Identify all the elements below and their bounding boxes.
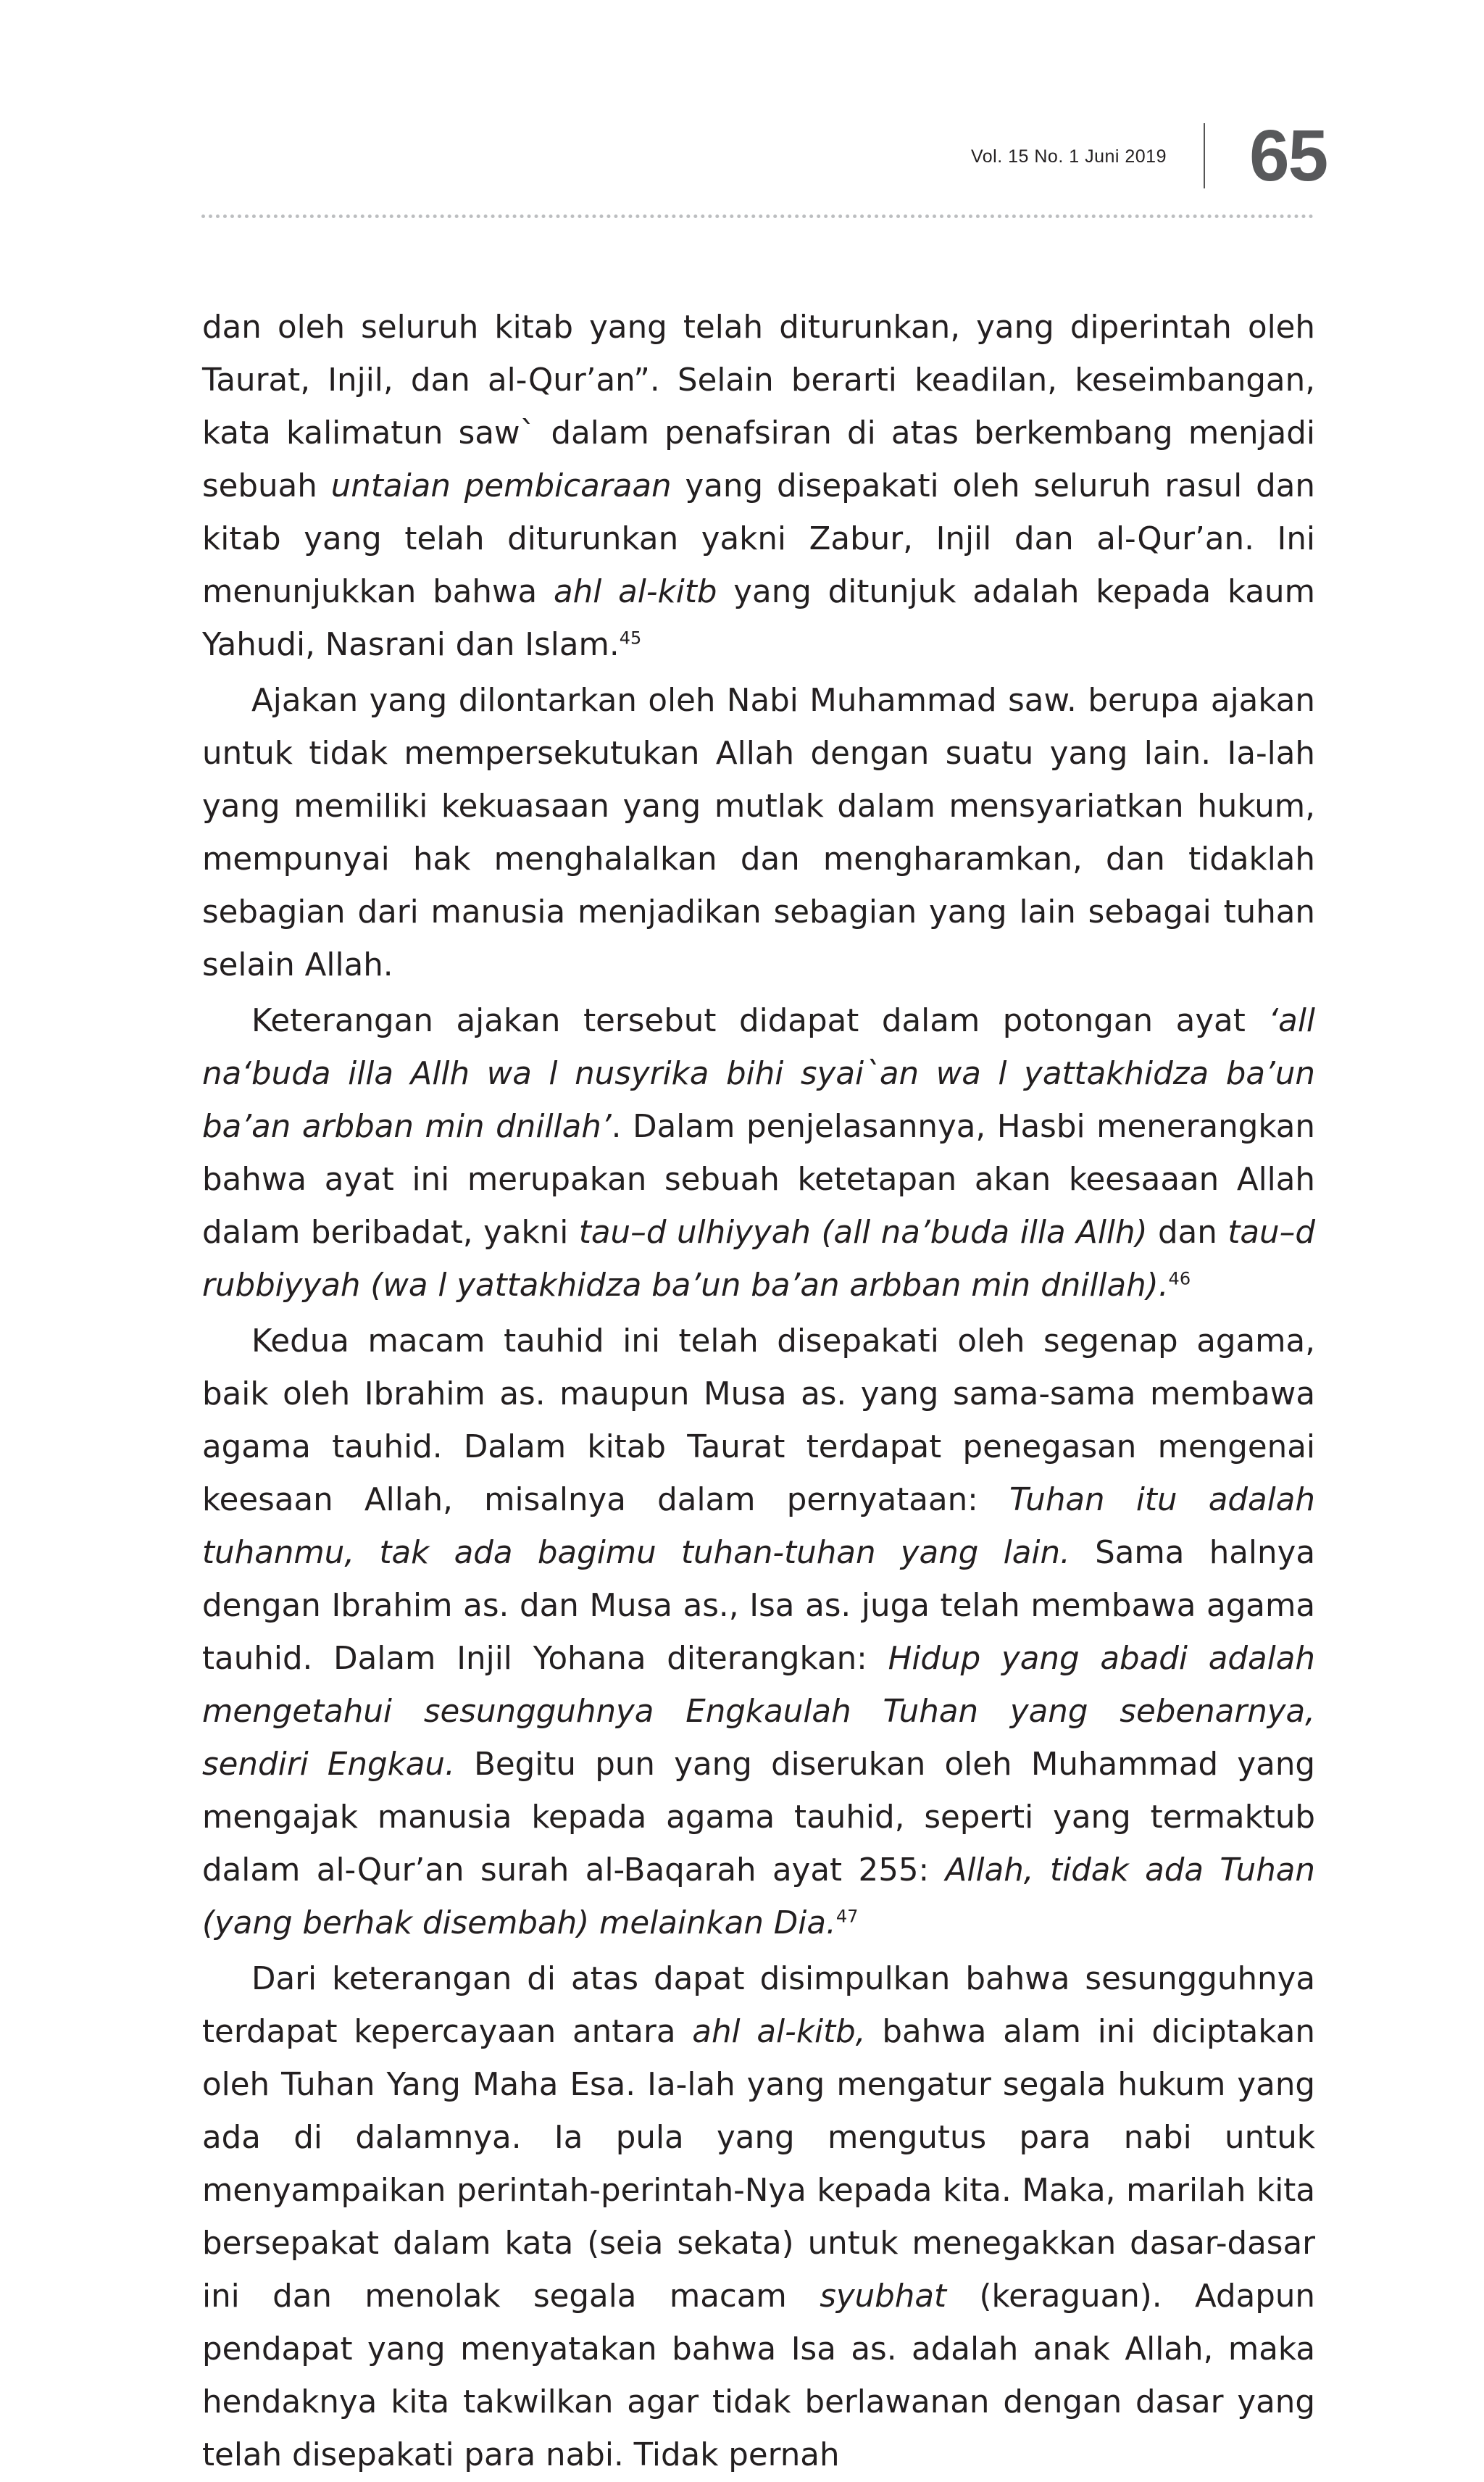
footnote-ref: 46	[1168, 1268, 1191, 1289]
italic-text: tau–d ulhiyyah (all na’buda illa Allh)	[578, 1215, 1148, 1251]
footnote-ref: 45	[619, 628, 642, 649]
text-run: Kedua macam tauhid ini telah disepakati oleh segenap agama, baik oleh Ibrahim as. maupun Musa as. yang sama-sama membawa agama tauhid. Dalam kitab Taurat terdapat penegasan mengenai keesaan Allah, misalnya dalam pernyataan:	[202, 1323, 1315, 1518]
text-run: dan oleh seluruh kitab yang telah diturunkan, yang diperintah oleh Taurat, Injil, dan al-Qur’an”. Selain berarti keadilan, keseimbangan, kata kalimatun saw` dalam penafsiran di atas berkembang menjadi sebuah	[202, 309, 1315, 504]
dotted-rule	[201, 215, 1314, 218]
header-divider	[1204, 123, 1205, 188]
body-text	[202, 301, 1315, 2482]
italic-text: ‘all na‘buda illa Allh wa l nusyrika bihi syai`an wa l yattakhidza ba’un ba’an arbban min dnillah’	[202, 1003, 1315, 1145]
text-run: Begitu pun yang diserukan oleh Muhammad yang mengajak manusia kepada agama tauhid, seperti yang termaktub dalam al-Qur’an surah al-Baqarah ayat 255:	[202, 1746, 1315, 1888]
page-number: 65	[1249, 115, 1327, 196]
text-run: Sama halnya dengan Ibrahim as. dan Musa as., Isa as. juga telah membawa agama tauhid. Dalam Injil Yohana diterangkan:	[202, 1535, 1315, 1677]
italic-text: Allah, tidak ada Tuhan (yang berhak disembah) melainkan Dia.	[202, 1852, 1315, 1941]
italic-text: ahl al-kitb	[554, 574, 717, 610]
paragraph	[202, 1953, 1315, 2482]
text-run: Ajakan yang dilontarkan oleh Nabi Muhammad saw. berupa ajakan untuk tidak mempersekutukan Allah dengan suatu yang lain. Ia-lah yang memiliki kekuasaan yang mutlak dalam mensyariatkan hukum, mempunyai hak menghalalkan dan mengharamkan, dan tidaklah sebagian dari manusia menjadikan sebagian yang lain sebagai tuhan selain Allah.	[202, 683, 1315, 983]
footnote-ref: 47	[835, 1906, 859, 1927]
text-run: Keterangan ajakan tersebut didapat dalam potongan ayat	[251, 1003, 1269, 1039]
paragraph	[202, 675, 1315, 992]
page-header	[0, 0, 1484, 210]
text-run: yang ditunjuk adalah kepada kaum Yahudi, Nasrani dan Islam.	[202, 574, 1316, 663]
text-run: Dari keterangan di atas dapat disimpulkan bahwa sesungguhnya terdapat kepercayaan antara	[202, 1961, 1315, 2050]
italic-text: syubhat	[820, 2278, 947, 2315]
text-run: dan	[1147, 1215, 1228, 1251]
italic-text: ahl al-kitb,	[692, 2014, 866, 2050]
text-run: (keraguan). Adapun pendapat yang menyatakan bahwa Isa as. adalah anak Allah, maka hendaknya kita takwilkan agar tidak berlawanan dengan dasar yang telah disepakati para nabi. Tidak pernah	[202, 2278, 1315, 2473]
text-run: yang disepakati oleh seluruh rasul dan kitab yang telah diturunkan yakni Zabur, Injil dan al-Qur’an. Ini menunjukkan bahwa	[202, 468, 1316, 610]
paragraph	[202, 1315, 1315, 1950]
text-run: . Dalam penjelasannya, Hasbi menerangkan bahwa ayat ini merupakan sebuah ketetapan akan keesaaan Allah dalam beribadat, yakni	[202, 1109, 1315, 1251]
italic-text: untaian pembicaraan	[330, 468, 672, 504]
paragraph	[202, 301, 1315, 672]
paragraph	[202, 995, 1315, 1312]
italic-text: Hidup yang abadi adalah mengetahui sesungguhnya Engkaulah Tuhan yang sebenarnya, sendiri Engkau.	[202, 1641, 1315, 1783]
italic-text: Tuhan itu adalah tuhanmu, tak ada bagimu tuhan-tuhan yang lain.	[202, 1482, 1315, 1571]
text-run: bahwa alam ini diciptakan oleh Tuhan Yang Maha Esa. Ia-lah yang mengatur segala hukum yang ada di dalamnya. Ia pula yang mengutus para nabi untuk menyampaikan perintah-perintah-Nya kepada kita. Maka, marilah kita bersepakat dalam kata (seia sekata) untuk menegakkan dasar-dasar ini dan menolak segala macam	[202, 2014, 1315, 2315]
journal-volume-info: Vol. 15 No. 1 Juni 2019	[970, 146, 1167, 167]
italic-text: tau–d rubbiyyah (wa l yattakhidza ba’un ba’an arbban min dnillah).	[202, 1215, 1315, 1304]
